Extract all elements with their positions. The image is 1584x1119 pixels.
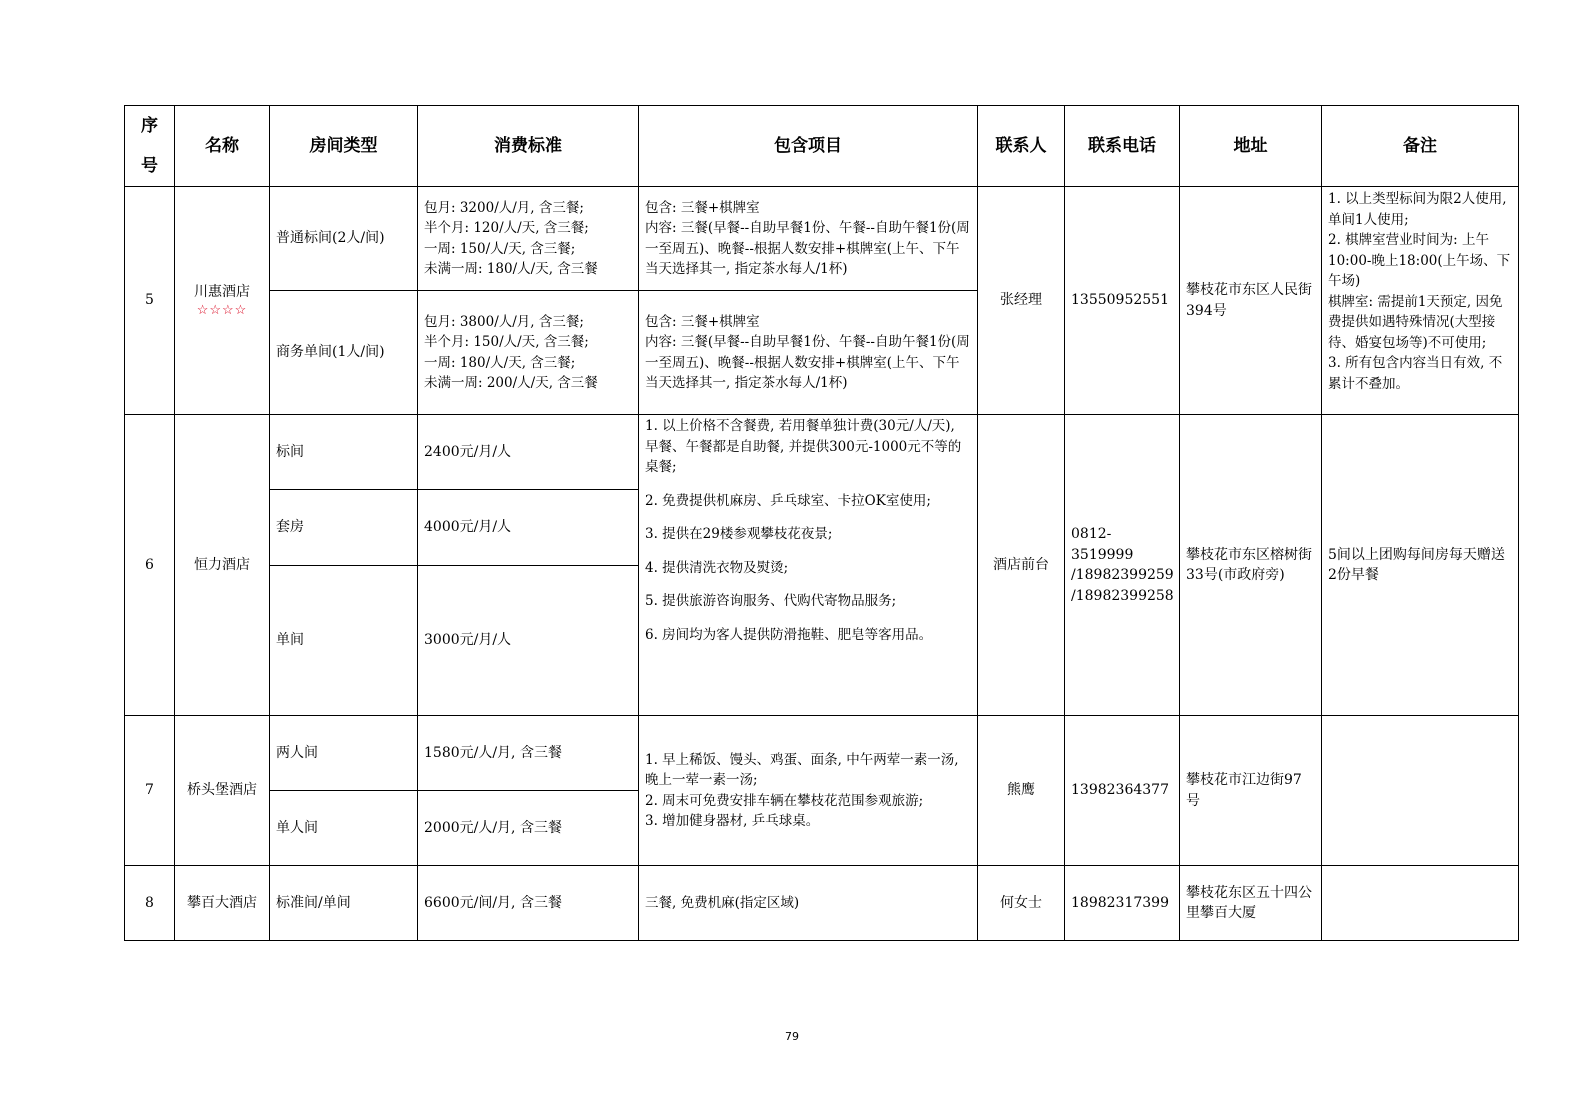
price-line: 包月: 3800/人/月, 含三餐;	[424, 313, 584, 330]
includes-item: 6. 房间均为客人提供防滑拖鞋、肥皂等客用品。	[645, 626, 933, 643]
contact: 张经理	[978, 187, 1065, 415]
hotel-name: 攀百大酒店	[175, 866, 270, 941]
phone: 18982317399	[1065, 866, 1180, 941]
hotel-no: 8	[125, 866, 175, 941]
includes-cell: 三餐, 免费机麻(指定区域)	[639, 866, 978, 941]
price-line: 半个月: 120/人/天, 含三餐;	[424, 220, 589, 236]
table-row	[125, 415, 1519, 490]
contact: 熊鹰	[978, 716, 1065, 866]
price-cell: 2000元/人/月, 含三餐	[418, 791, 639, 866]
room-type: 套房	[270, 490, 418, 566]
room-type: 单间	[270, 566, 418, 716]
header-contact: 联系人	[978, 106, 1065, 187]
room-type: 两人间	[270, 716, 418, 791]
header-includes: 包含项目	[639, 106, 978, 187]
includes-cell: 包含: 三餐+棋牌室 内容: 三餐(早餐--自助早餐1份、午餐--自助午餐1份(周一至周五)、晚餐--根据人数安排+棋牌室(上午、下午当天选择其一, 指定茶水每人/1杯)	[639, 187, 978, 291]
price-line: 一周: 180/人/天, 含三餐;	[424, 354, 576, 371]
room-type: 商务单间(1人/间)	[270, 291, 418, 415]
phone: 13982364377	[1065, 716, 1180, 866]
header-note: 备注	[1322, 106, 1519, 187]
note	[1322, 866, 1519, 941]
contact: 酒店前台	[978, 415, 1065, 716]
note: 1. 以上类型标间为限2人使用, 单间1人使用; 2. 棋牌室营业时间为: 上午10:00-晚上18:00(上午场、下午场) 棋牌室: 需提前1天预定, 因免费提供如遇特殊情况(大型接待、婚宴包场等)不可使用; 3. 所有包含内容当日有效, 不累计不叠加。	[1322, 187, 1519, 415]
note: 5间以上团购每间房每天赠送2份早餐	[1322, 415, 1519, 716]
phone: 0812-3519999 /18982399259 /18982399258	[1065, 415, 1180, 716]
price-cell: 4000元/月/人	[418, 490, 639, 566]
includes-item: 2. 免费提供机麻房、乒乓球室、卡拉OK室使用;	[645, 492, 931, 509]
room-type: 单人间	[270, 791, 418, 866]
header-no: 序号	[125, 106, 175, 187]
header-name: 名称	[175, 106, 270, 187]
header-row	[125, 106, 1519, 187]
table-row	[125, 716, 1519, 791]
includes-cell: 包含: 三餐+棋牌室 内容: 三餐(早餐--自助早餐1份、午餐--自助午餐1份(周一至周五)、晚餐--根据人数安排+棋牌室(上午、下午当天选择其一, 指定茶水每人/1杯)	[639, 291, 978, 415]
hotel-name-cell	[175, 187, 270, 415]
price-cell: 1580元/人/月, 含三餐	[418, 716, 639, 791]
price-cell: 2400元/月/人	[418, 415, 639, 490]
phone: 13550952551	[1065, 187, 1180, 415]
price-line: 半个月: 150/人/天, 含三餐;	[424, 334, 589, 350]
header-room-type: 房间类型	[270, 106, 418, 187]
room-type: 标准间/单间	[270, 866, 418, 941]
header-phone: 联系电话	[1065, 106, 1180, 187]
address: 攀枝花市江边街97号	[1180, 716, 1322, 866]
includes-cell: 1. 早上稀饭、馒头、鸡蛋、面条, 中午两荤一素一汤, 晚上一荤一素一汤; 2. 周末可免费安排车辆在攀枝花范围参观旅游; 3. 增加健身器材, 乒乓球桌。	[639, 716, 978, 866]
price-cell: 3000元/月/人	[418, 566, 639, 716]
header-price: 消费标准	[418, 106, 639, 187]
price-line: 未满一周: 200/人/天, 含三餐	[424, 375, 598, 391]
hotel-name: 川惠酒店	[194, 284, 250, 301]
address: 攀枝花市东区人民街394号	[1180, 187, 1322, 415]
price-cell: 6600元/间/月, 含三餐	[418, 866, 639, 941]
price-cell	[418, 291, 639, 415]
includes-cell	[639, 415, 978, 716]
page-number: 79	[785, 1030, 799, 1043]
hotel-name: 桥头堡酒店	[175, 716, 270, 866]
contact: 何女士	[978, 866, 1065, 941]
price-line: 一周: 150/人/天, 含三餐;	[424, 240, 576, 257]
includes-item: 5. 提供旅游咨询服务、代购代寄物品服务;	[645, 593, 897, 609]
table-row	[125, 187, 1519, 291]
includes-item: 3. 提供在29楼参观攀枝花夜景;	[645, 526, 833, 542]
hotel-no: 7	[125, 716, 175, 866]
header-address: 地址	[1180, 106, 1322, 187]
hotel-no: 6	[125, 415, 175, 716]
note	[1322, 716, 1519, 866]
room-type: 普通标间(2人/间)	[270, 187, 418, 291]
price-line: 未满一周: 180/人/天, 含三餐	[424, 261, 598, 277]
includes-item: 4. 提供清洗衣物及熨烫;	[645, 559, 789, 576]
includes-item: 1. 以上价格不含餐费, 若用餐单独计费(30元/人/天), 早餐、午餐都是自助餐, 并提供300元-1000元不等的桌餐;	[645, 418, 962, 475]
room-type: 标间	[270, 415, 418, 490]
hotel-name: 恒力酒店	[175, 415, 270, 716]
price-cell	[418, 187, 639, 291]
address: 攀枝花市东区榕树街33号(市政府旁)	[1180, 415, 1322, 716]
star-rating: ☆☆☆☆	[196, 302, 248, 318]
hotel-no: 5	[125, 187, 175, 415]
table-row	[125, 866, 1519, 941]
price-line: 包月: 3200/人/月, 含三餐;	[424, 199, 584, 216]
address: 攀枝花东区五十四公里攀百大厦	[1180, 866, 1322, 941]
hotel-table	[124, 105, 1519, 941]
